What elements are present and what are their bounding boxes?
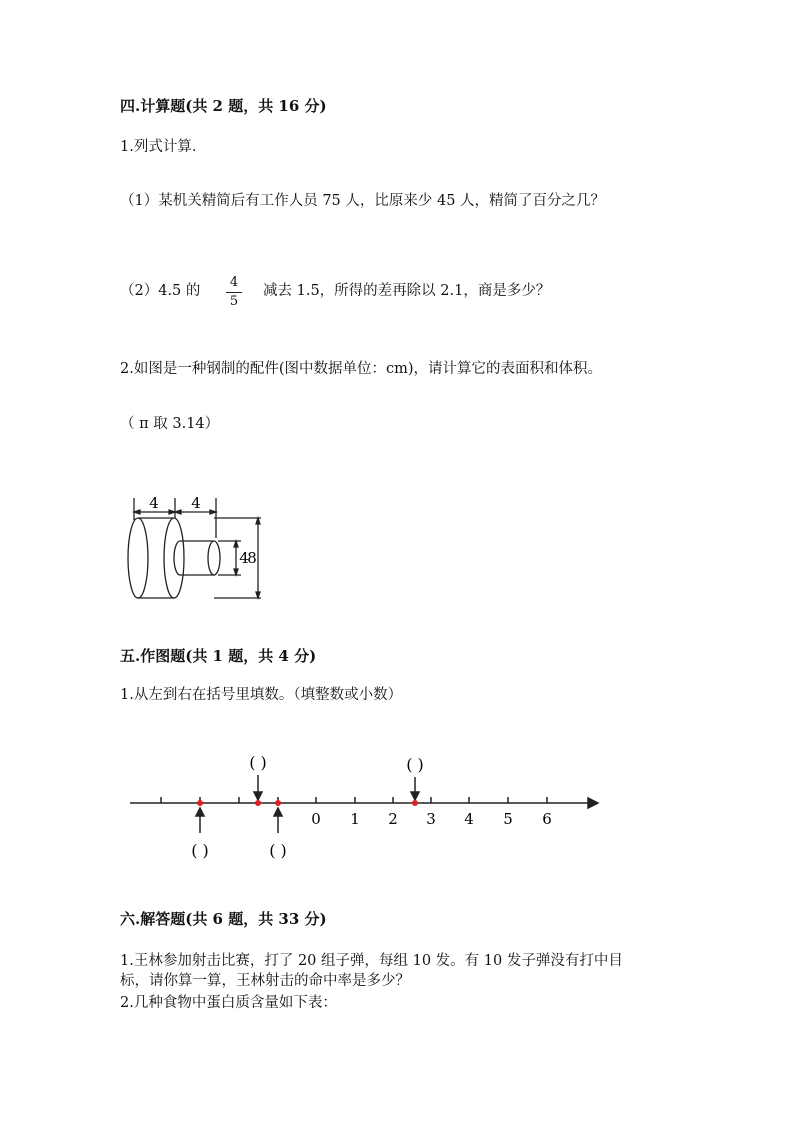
question-1-part-2-prefix: （2）4.5 的 — [120, 283, 201, 299]
tick-label: 3 — [426, 810, 436, 828]
tick-label: 4 — [464, 810, 474, 828]
question-1-line-2: 标，请你算一算，王林射击的命中率是多少？ — [120, 973, 410, 989]
dim-small-diameter: 4 — [239, 549, 249, 567]
tick-label: 6 — [542, 810, 552, 828]
answer-blank-bottom-1[interactable]: ( ) — [191, 841, 209, 860]
dim-big-diameter: 8 — [247, 549, 257, 567]
tick-label: 2 — [388, 810, 398, 828]
tick-label: 5 — [503, 810, 513, 828]
tick-label: 0 — [311, 810, 321, 828]
number-line — [125, 748, 605, 868]
point-marker — [275, 800, 281, 806]
answer-blank-top-1[interactable]: ( ) — [249, 753, 267, 772]
answer-blank-top-2[interactable]: ( ) — [406, 755, 424, 774]
question-1-line-1: 1.王林参加射击比赛，打了 20 组子弹，每组 10 发。有 10 发子弹没有打中目 — [120, 953, 623, 969]
section-6-heading: 六.解答题(共 6 题，共 33 分) — [120, 910, 327, 928]
steel-part-figure — [118, 488, 268, 606]
dim-small-width: 4 — [191, 494, 201, 512]
question-1-part-2-suffix: 减去 1.5，所得的差再除以 2.1，商是多少？ — [263, 283, 551, 299]
answer-blank-bottom-2[interactable]: ( ) — [269, 841, 287, 860]
question-1-part-1: （1）某机关精简后有工作人员 75 人，比原来少 45 人，精简了百分之几？ — [120, 193, 606, 209]
pi-note: （ π 取 3.14） — [120, 416, 220, 432]
fraction-denominator: 5 — [229, 294, 239, 309]
number-line-question: 1.从左到右在括号里填数。（填整数或小数） — [120, 687, 403, 703]
question-2-text: 2.几种食物中蛋白质含量如下表： — [120, 995, 337, 1011]
fraction-four-fifths — [226, 276, 242, 309]
point-marker — [412, 800, 418, 806]
question-2-title: 2.如图是一种钢制的配件(图中数据单位：cm)，请计算它的表面积和体积。 — [120, 361, 603, 377]
point-marker — [197, 800, 203, 806]
fraction-bar — [226, 292, 242, 293]
question-1-title: 1.列式计算. — [120, 139, 197, 155]
fraction-numerator: 4 — [229, 275, 239, 290]
tick-label: 1 — [350, 810, 360, 828]
section-4-heading: 四.计算题(共 2 题，共 16 分) — [120, 97, 327, 115]
point-marker — [255, 800, 261, 806]
section-5-heading: 五.作图题(共 1 题，共 4 分) — [120, 647, 317, 665]
dim-big-width: 4 — [149, 494, 159, 512]
